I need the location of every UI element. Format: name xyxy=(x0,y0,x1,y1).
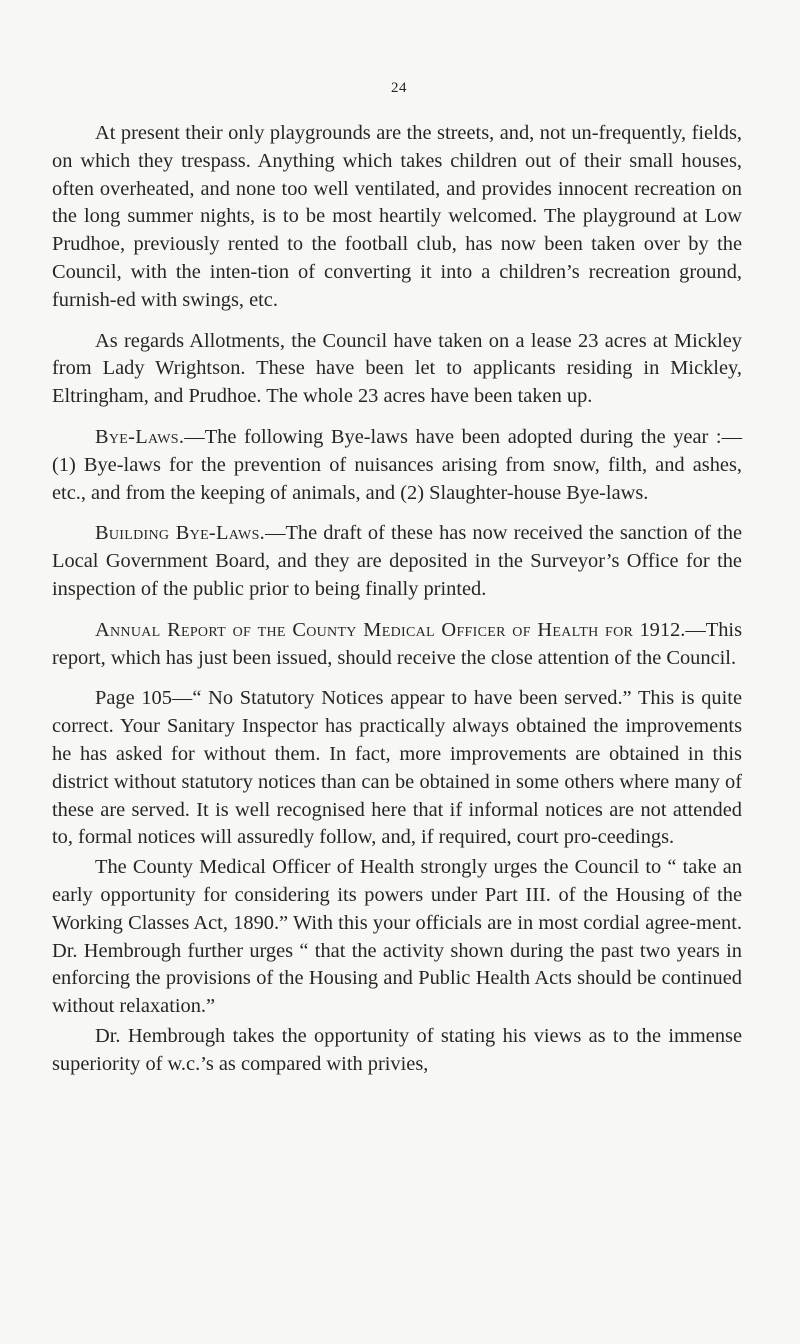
paragraph-county-medical-officer: The County Medical Officer of Health strongly urges the Council to “ take an early opportunity for considering its powers under Part III. of the Housing of the Working Classes Act, 1890.” With this your officials are in most cordial agree-ment. Dr. Hembrough further urges “ that the activity shown during the past two years in enforcing the provisions of the Housing and Public Health Acts should be continued without relaxation.” xyxy=(52,856,742,1018)
paragraph-statutory-notices: Page 105—“ No Statutory Notices appear to have been served.” This is quite correct. Your Sanitary Inspector has practically always obtained the improvements he has asked for without them. In fact, more improvements are obtained in this district without statutory notices than can be obtained in some others where many of these are served. It is well recognised here that if informal notices are not attended to, formal notices will assuredly follow, and, if required, court pro-ceedings. xyxy=(52,687,742,849)
paragraph-bye-laws xyxy=(52,424,742,507)
paragraph-annual-report xyxy=(52,617,742,673)
section-heading-bye-laws: Bye-Laws. xyxy=(95,425,185,448)
paragraph-building-bye-laws-text: —The draft of these has now received the sanction of the Local Government Board, and they are deposited in the Surveyor’s Office for the inspection of the public prior to being finally printed. xyxy=(52,522,743,600)
paragraph-allotments: As regards Allotments, the Council have taken on a lease 23 acres at Mickley from Lady Wrightson. These have been let to applicants residing in Mickley, Eltringham, and Prudhoe. The whole 23 acres have been taken up. xyxy=(52,329,742,408)
page-number: 24 xyxy=(391,80,407,96)
body-text xyxy=(52,120,742,1079)
paragraph-bye-laws-text: —The following Bye-laws have been adopted during the year :—(1) Bye-laws for the prevention of nuisances arising from snow, filth, and ashes, etc., and from the keeping of animals, and (2) Slaughter-house Bye-laws. xyxy=(52,425,742,504)
section-heading-annual-report: Annual Report of the County Medical Officer of Health for xyxy=(95,618,634,641)
paragraph-playgrounds: At present their only playgrounds are the streets, and, not un-frequently, fields, on which they trespass. Anything which takes children out of their small houses, often overheated, and none too well ventilated, and provides innocent recreation on the long summer nights, is to be most heartily welcomed. The playground at Low Prudhoe, previously rented to the football club, has now been taken over by the Council, with the inten-tion of converting it into a children’s recreation ground, furnish-ed with swings, etc. xyxy=(52,122,742,311)
paragraph-hembrough-views: Dr. Hembrough takes the opportunity of stating his views as to the immense superiority of w.c.’s as compared with privies, xyxy=(52,1024,742,1075)
paragraph-annual-report-text: 1912.—This report, which has just been issued, should receive the close attention of the Council. xyxy=(52,618,742,669)
paragraph-building-bye-laws xyxy=(52,520,742,603)
section-heading-building-bye-laws: Building Bye-Laws. xyxy=(95,522,266,545)
